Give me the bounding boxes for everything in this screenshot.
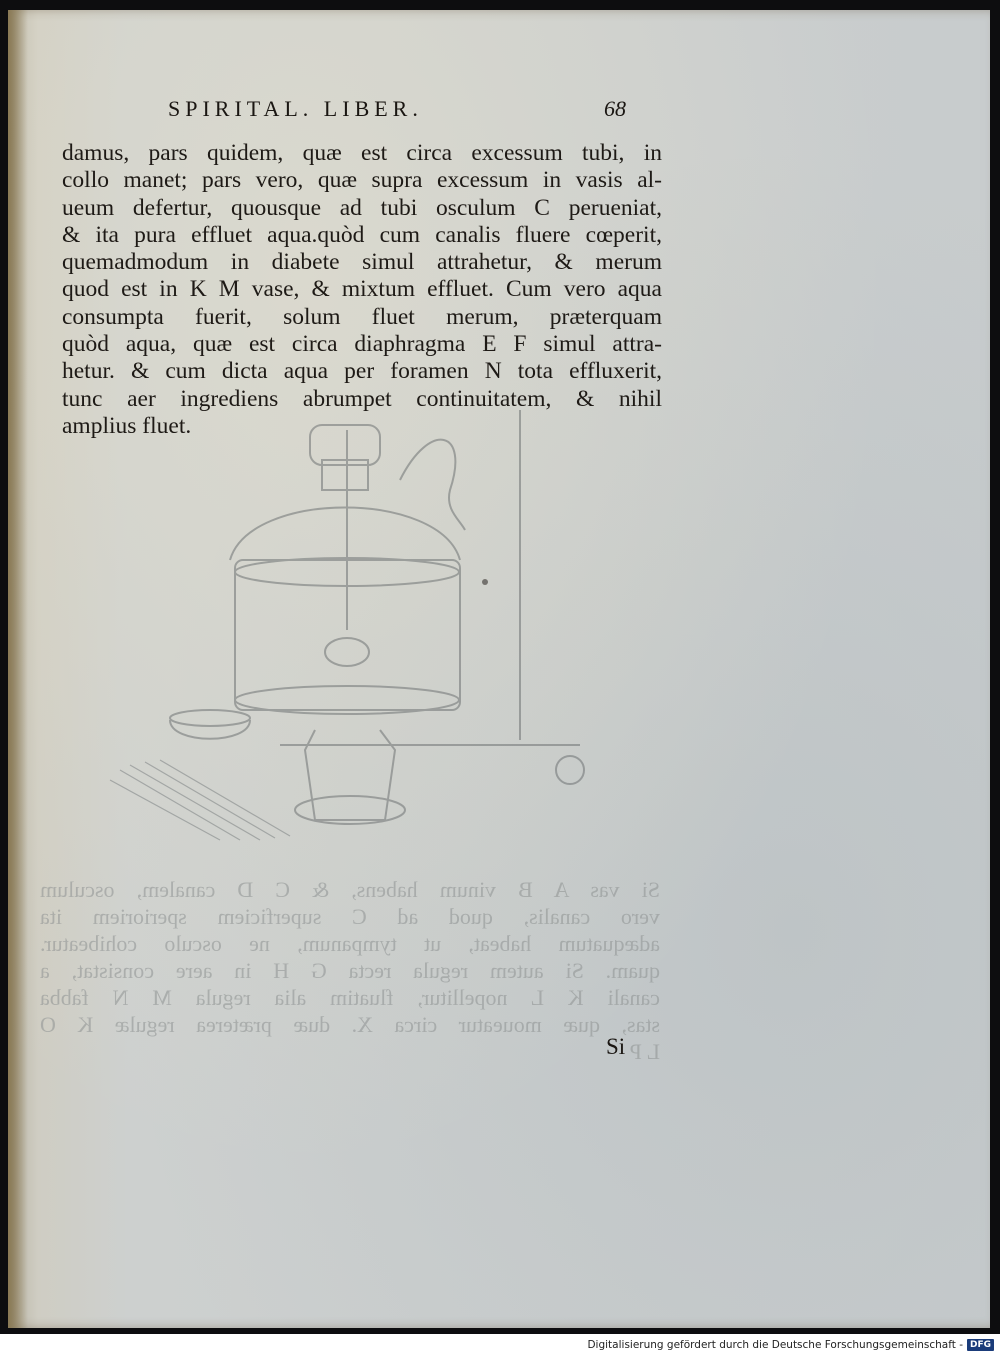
body-text	[62, 140, 662, 440]
text-line: consumpta fuerit, solum fluet merum, præterquam	[62, 303, 662, 330]
text-line: & ita pura effluet aqua.quòd cum canalis fluere cœperit,	[62, 221, 662, 248]
page-number: 68	[604, 96, 626, 121]
dfg-logo[interactable]: DFG	[967, 1339, 994, 1351]
text-line: quemadmodum in diabete simul attrahetur, & merum	[62, 249, 662, 276]
show-through-line: L P	[629, 1039, 660, 1064]
text-line: damus, pars quidem, quæ est circa excessum tubi, in	[62, 140, 662, 166]
text-line: amplius fluet.	[62, 412, 192, 439]
show-through-line: canali K L nopellitur, fluatim alia regula M N fabba	[40, 985, 660, 1010]
show-through-line: quam. Si autem regula recta G H in aere consistat, a	[40, 958, 660, 983]
show-through-line: stas, quæ moueatur circa X. duæ præterea regulæ K O	[40, 1012, 660, 1037]
show-through-illustration	[100, 400, 660, 860]
text-line: quòd aqua, quæ est circa diaphragma E F simul attra-	[62, 331, 662, 358]
credit-text: Digitalisierung gefördert durch die Deutsche Forschungsgemeinschaft -	[587, 1339, 963, 1351]
show-through-text	[40, 876, 660, 1065]
running-head: SPIRITAL. LIBER.	[168, 96, 423, 121]
text-line: hetur. & cum dicta aqua per foramen N tota effluxerit,	[62, 358, 662, 385]
show-through-line: Si vas A B vinum habens, & C D canalem, osculum	[40, 877, 660, 902]
show-through-line: vero canalis, quod ad C superficiem sperioriem ita	[40, 904, 660, 929]
show-through-line: adæquatum habeat, ut tympanum, ne osculo cohibeatur.	[40, 931, 660, 956]
text-line: ueum defertur, quousque ad tubi osculum C perueniat,	[62, 194, 662, 221]
text-line: quod est in K M vase, & mixtum effluet. Cum vero aqua	[62, 276, 662, 303]
binding-gutter	[8, 10, 28, 1328]
text-line: tunc aer ingrediens abrumpet continuitatem, & nihil	[62, 385, 662, 412]
catchword: Si	[606, 1034, 626, 1059]
text-line: collo manet; pars vero, quæ supra excessum in vasis al-	[62, 167, 662, 194]
digitization-credit	[587, 1338, 994, 1352]
